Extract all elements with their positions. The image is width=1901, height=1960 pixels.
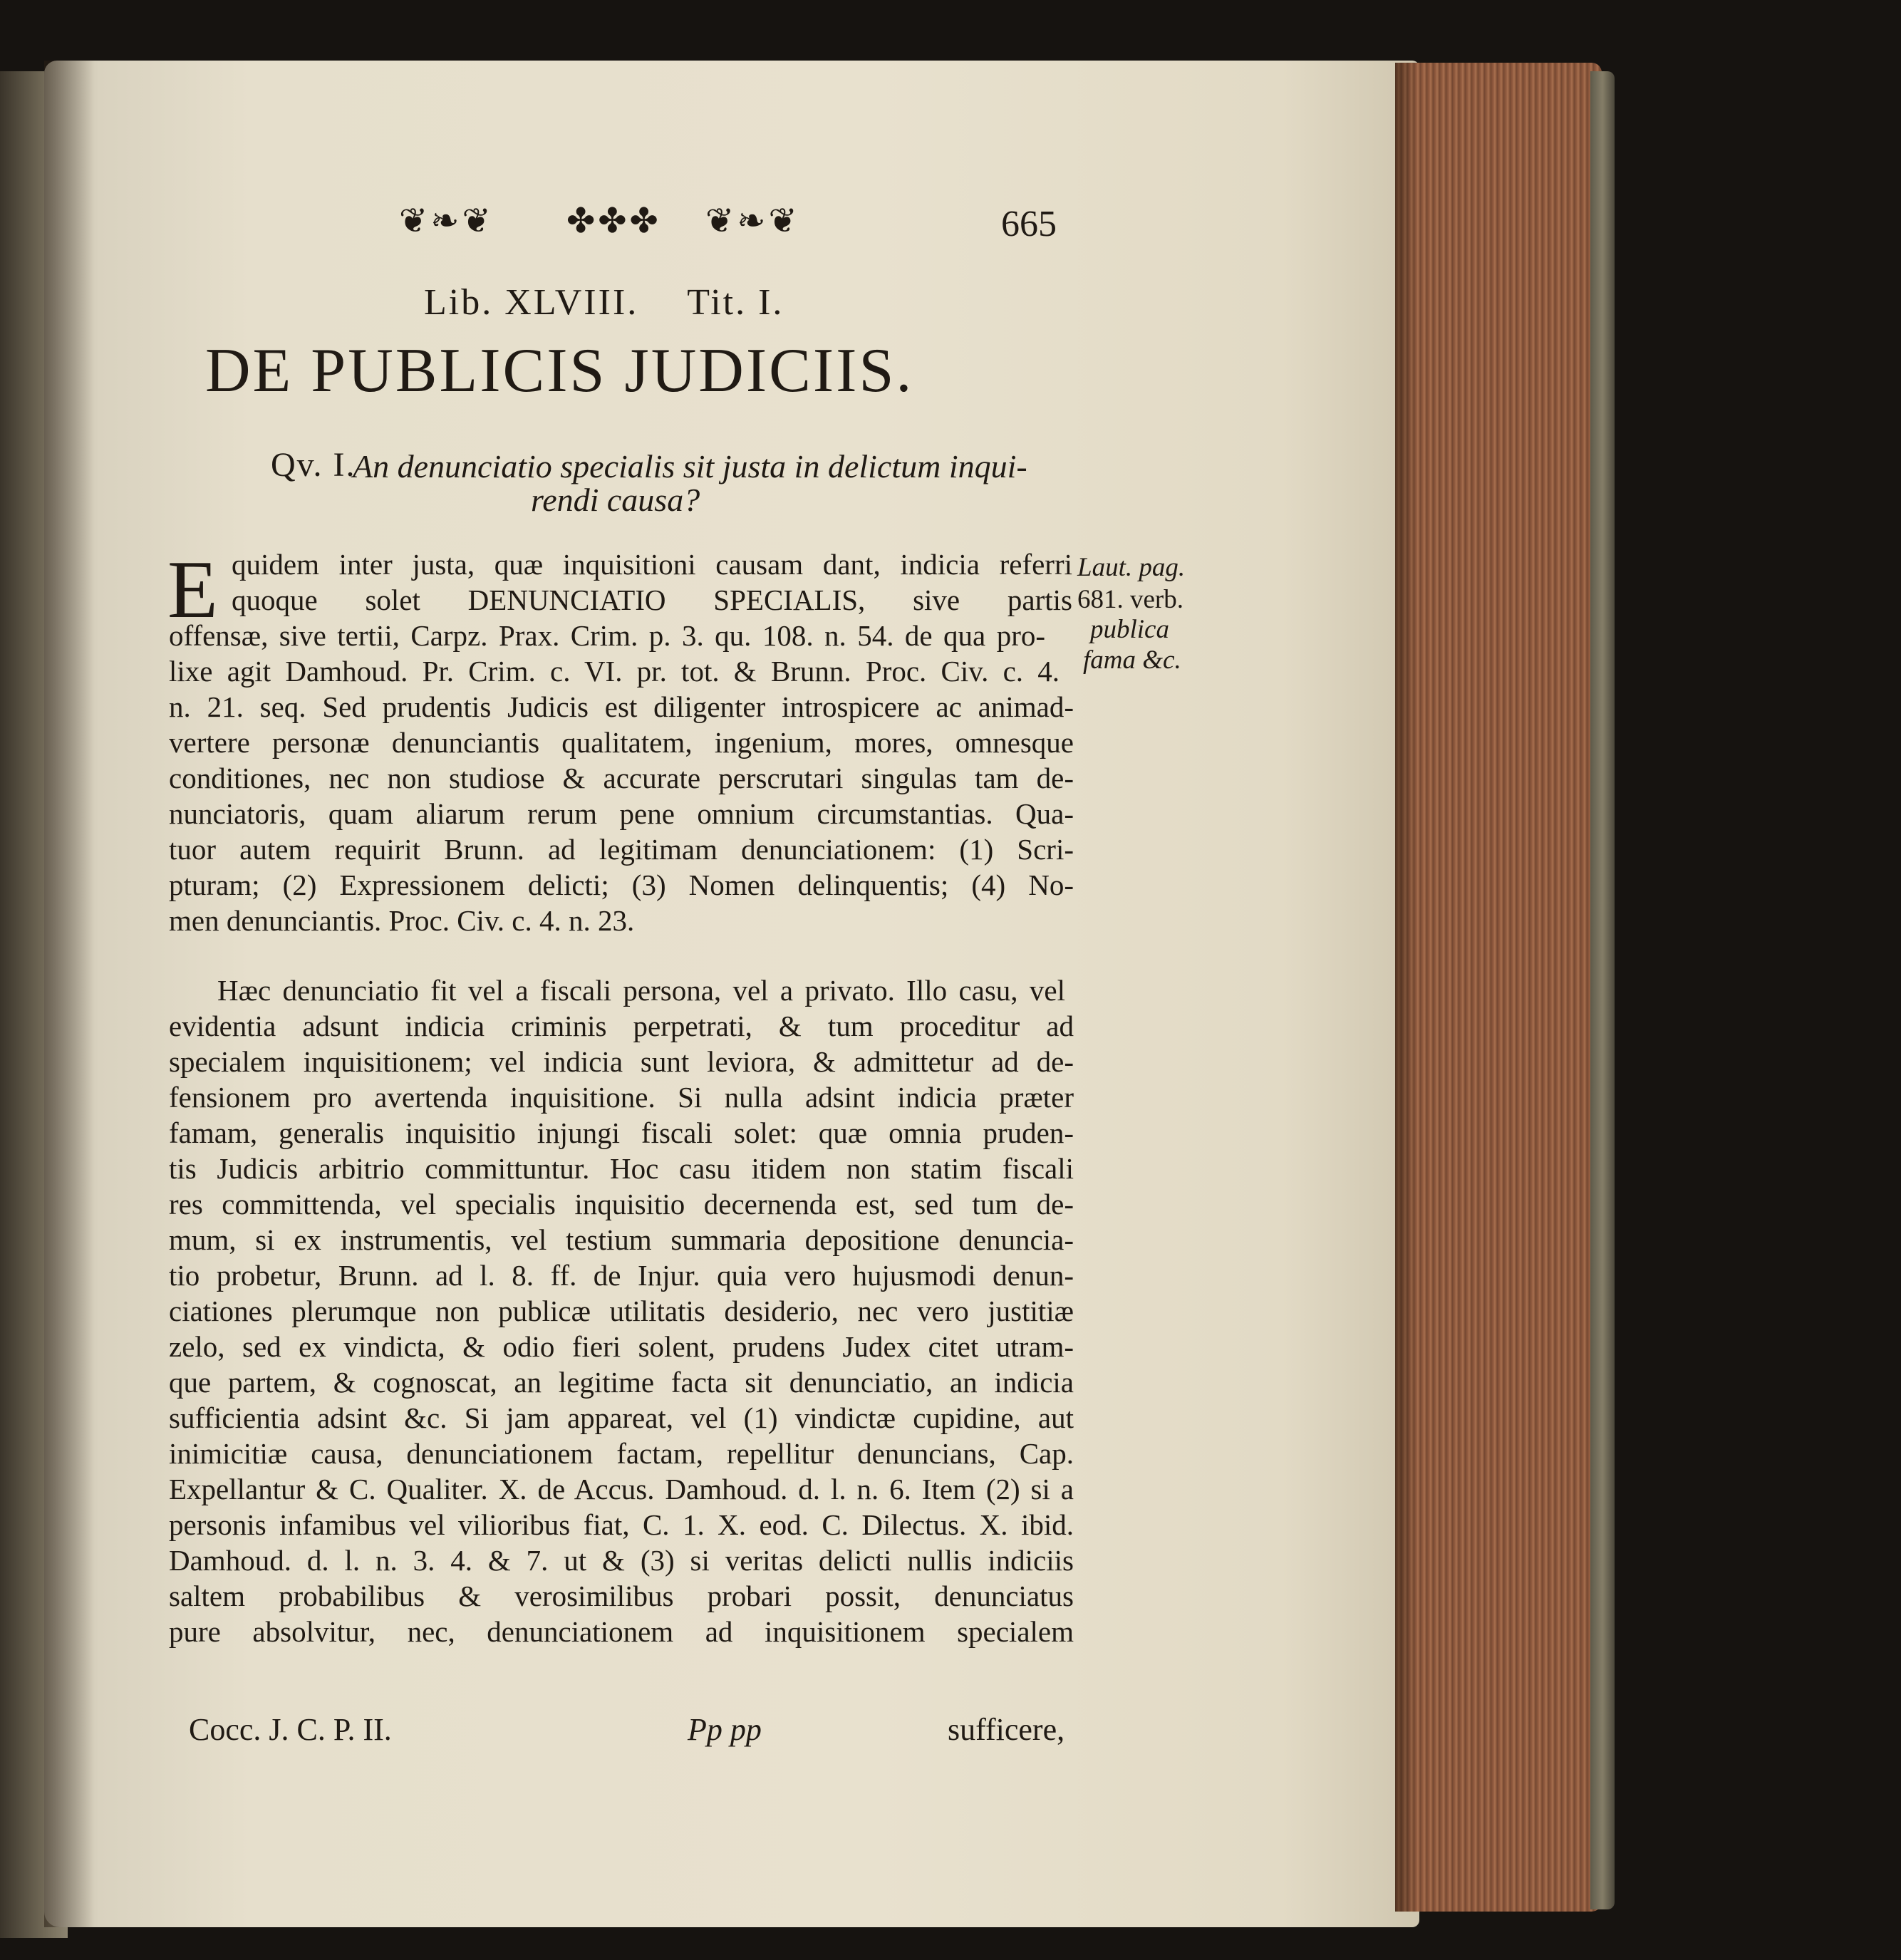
text-line: famam, generalis inquisitio injungi fiscali solet: quæ omnia pruden- [169,1116,1074,1149]
text-line: zelo, sed ex vindicta, & odio fieri solent, prudens Judex citet utram- [169,1330,1074,1363]
text-line: inimicitiæ causa, denunciationem factam, repellitur denuncians, Cap. [169,1437,1074,1470]
text-line: sufficientia adsint &c. Si jam appareat, vel (1) vindictæ cupidine, aut [169,1401,1074,1434]
text-line: Damhoud. d. l. n. 3. 4. & 7. ut & (3) si veritas delicti nullis indiciis [169,1544,1074,1577]
text-line: men denunciantis. Proc. Civ. c. 4. n. 23. [169,904,635,937]
margin-note-line: publica [1090,615,1169,644]
book-title-line [424,281,832,323]
text-line: mum, si ex instrumentis, vel testium summaria depositione denuncia- [169,1223,1074,1256]
ornament-right: ❦❧❦ [705,202,800,240]
text-line: ciationes plerumque non publicæ utilitatis desiderio, nec vero justitiæ [169,1295,1074,1327]
text-line: lixe agit Damhoud. Pr. Crim. c. VI. pr. tot. & Brunn. Proc. Civ. c. 4. [169,655,1060,688]
margin-note-line: Laut. pag. [1077,553,1186,582]
text-line: Expellantur & C. Qualiter. X. de Accus. Damhoud. d. l. n. 6. Item (2) si a [169,1473,1074,1505]
text-line: tuor autem requirit Brunn. ad legitimam denunciationem: (1) Scri- [169,833,1074,866]
text-line: nunciatoris, quam aliarum rerum pene omnium circumstantias. Qua- [169,797,1074,830]
ornament-center: ✤✤✤ [566,202,661,240]
text-line: conditiones, nec non studiose & accurate perscrutari singulas tam de- [169,762,1074,794]
lib-label: Lib. XLVIII. [424,282,639,323]
text-line: fensionem pro avertenda inquisitione. Si nulla adsint indicia præter [169,1081,1074,1114]
question-text-line-1: An denunciatio specialis sit justa in delictum inqui- [353,448,1027,484]
signature-mark: Pp pp [688,1712,762,1747]
margin-note-line: fama &c. [1083,645,1181,675]
page-number: 665 [1001,204,1057,244]
question-label: Qv. I. [271,446,356,484]
text-line: quoque solet DENUNCIATIO SPECIALIS, sive partis [232,584,1072,616]
text-line: personis infamibus vel vilioribus fiat, C. 1. X. eod. C. Dilectus. X. ibid. [169,1508,1074,1541]
page-block-edge [1395,63,1602,1912]
text-line: pure absolvitur, nec, denunciationem ad inquisitionem specialem [169,1615,1074,1648]
text-line: specialem inquisitionem; vel indicia sunt leviora, & admittetur ad de- [169,1045,1074,1078]
gutter-shadow [44,61,94,1927]
question-text-line-2: rendi causa? [531,482,700,518]
text-line: tis Judicis arbitrio committuntur. Hoc casu itidem non statim fiscali [169,1152,1074,1185]
text-line: res committenda, vel specialis inquisitio decernenda est, sed tum de- [169,1188,1074,1220]
page-edge-shadow [1395,63,1416,1912]
text-line: saltem probabilibus & verosimilibus probari possit, denunciatus [169,1580,1074,1612]
text-line: evidentia adsunt indicia criminis perpetrati, & tum proceditur ad [169,1010,1074,1042]
text-line: offensæ, sive tertii, Carpz. Prax. Crim. p. 3. qu. 108. n. 54. de qua pro- [169,619,1045,652]
text-line: vertere personæ denunciantis qualitatem, ingenium, mores, omnesque [169,726,1074,759]
text-line: tio probetur, Brunn. ad l. 8. ff. de Injur. quia vero hujusmodi denun- [169,1259,1074,1292]
drop-cap: E [167,544,218,636]
text-line: n. 21. seq. Sed prudentis Judicis est diligenter introspicere ac animad- [169,690,1074,723]
text-line: que partem, & cognoscat, an legitime facta sit denunciatio, an indicia [169,1366,1074,1399]
ornament-left: ❦❧❦ [399,202,494,240]
footer-author: Cocc. J. C. P. II. [189,1712,392,1747]
chapter-title: DE PUBLICIS JUDICIIS. [205,336,914,405]
catchword: sufficere, [948,1712,1065,1747]
book-cover [1590,71,1615,1909]
text-line: Hæc denunciatio fit vel a fiscali persona, vel a privato. Illo casu, vel [217,974,1065,1007]
text-line: pturam; (2) Expressionem delicti; (3) Nomen delinquentis; (4) No- [169,868,1074,901]
margin-note-line: 681. verb. [1077,585,1183,614]
tit-label: Tit. I. [687,282,784,323]
text-line: quidem inter justa, quæ inquisitioni causam dant, indicia referri [232,548,1072,581]
